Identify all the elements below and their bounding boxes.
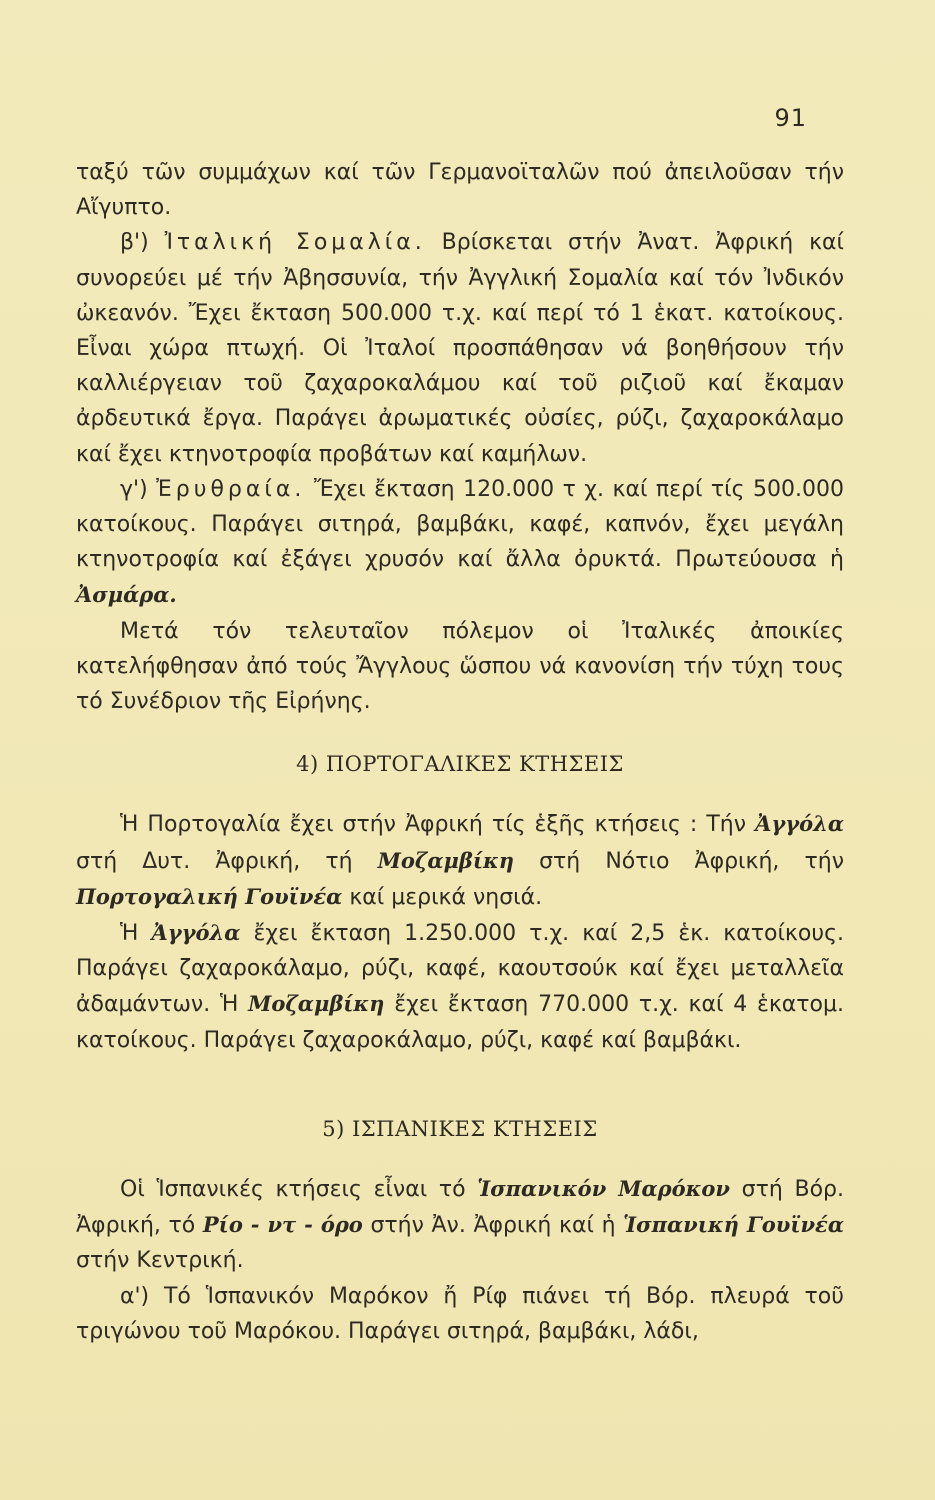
page-number: 91	[774, 104, 807, 132]
paragraph-text: στή Βόρ. Ἀφρική, τό	[76, 1177, 844, 1239]
paragraph-egypt-end: ταξύ τῶν συμμάχων καί τῶν Γερμανοϊταλῶν πού ἀπειλοῦσαν τήν Αἴγυπτο.	[76, 160, 844, 221]
place-portuguese-guinea: Πορτογαλική Γουϊνέα	[76, 883, 343, 909]
paragraph-text: Ἔχει ἔκταση 120.000 τ χ. καί περί τίς 500.000 κατοίκους. Παράγει σιτηρά, βαμβάκι, καφέ, καπνόν, ἔχει μεγάλη κτηνοτροφία καί ἐξάγει χρυσόν καί ἄλλα ὀρυκτά. Πρωτεύουσα ἡ	[76, 476, 844, 573]
paragraph-spanish-morocco: α') Τό Ἱσπανικόν Μαρόκον ἤ Ρίφ πιάνει τή Βόρ. πλευρά τοῦ τριγώνου τοῦ Μαρόκου. Παράγει σιτηρά, βαμβάκι, λάδι,	[76, 1283, 844, 1344]
place-spanish-morocco: Ἱσπανικόν Μαρόκον	[477, 1176, 730, 1202]
paragraph-text: ἔχει ἔκταση 1.250.000 τ.χ. καί 2,5 ἑκ. κατοίκους. Παράγει ζαχαροκάλαμο, ρύζι, καφέ, καουτσούκ καί ἔχει μεταλλεῖα ἀδαμάντων. Ἡ	[76, 921, 844, 1018]
capital-asmara: Ἀσμάρα.	[76, 582, 177, 608]
body-text	[76, 155, 844, 1349]
subheading-eritrea: Ἐρυθραία.	[156, 476, 306, 502]
item-label-c: γ')	[120, 476, 157, 502]
paragraph-text: καί μερικά νησιά.	[342, 884, 543, 910]
place-rio-de-oro: Ρίο - ντ - όρο	[202, 1212, 363, 1238]
paragraph-text: στή Δυτ. Ἀφρική, τή	[76, 848, 378, 874]
paragraph-italian-somalia	[76, 225, 844, 471]
paragraph-spanish-possessions	[76, 1171, 844, 1279]
place-spanish-guinea: Ἱσπανική Γουϊνέα	[623, 1212, 844, 1238]
paragraph-text: Βρίσκεται στήν Ἀνατ. Ἀφρική καί συνορεύει μέ τήν Ἀβησσυνία, τήν Ἀγγλική Σομαλία καί τόν Ἰνδικόν ὠκεανόν. Ἔχει ἔκταση 500.000 τ.χ. καί περί τό 1 ἑκατ. κατοίκους. Εἶναι χώρα πτωχή. Οἱ Ἰταλοί προσπάθησαν νά βοηθήσουν τήν καλλιέργειαν τοῦ ζαχαροκαλάμου καί τοῦ ριζιοῦ καί ἔκαμαν ἀρδευτικά ἔργα. Παράγει ἀρωματικές οὐσίες, ρύζι, ζαχαροκάλαμο καί ἔχει κτηνοτροφία προβάτων καί καμήλων.	[76, 230, 844, 467]
paragraph-text: Ἡ	[120, 921, 152, 947]
paragraph-text: Ἡ Πορτογαλία ἔχει στήν Ἀφρική τίς ἑξῆς κτήσεις : Τήν	[120, 812, 756, 838]
item-label-b: β')	[120, 230, 165, 256]
paragraph-text: Οἱ Ἱσπανικές κτήσεις εἶναι τό	[120, 1177, 478, 1203]
paragraph-eritrea	[76, 472, 844, 614]
section-heading-portuguese: 4) ΠΟΡΤΟΓΑΛΙΚΕΣ ΚΤΗΣΕΙΣ	[296, 752, 624, 777]
paragraph-angola-mozambique	[76, 915, 844, 1058]
place-mozambique: Μοζαμβίκη	[248, 991, 385, 1017]
paragraph-portuguese-possessions	[76, 806, 844, 915]
place-mozambique: Μοζαμβίκη	[377, 847, 514, 873]
place-angola: Ἀγγόλα	[151, 920, 241, 946]
subheading-italian-somalia: Ἰταλική Σομαλία.	[164, 230, 426, 256]
place-angola: Ἀγγόλα	[755, 811, 844, 837]
paragraph-text: στή Νότιο Ἀφρική, τήν	[514, 848, 844, 874]
section-heading-spanish: 5) ΙΣΠΑΝΙΚΕΣ ΚΤΗΣΕΙΣ	[322, 1116, 598, 1141]
paragraph-text: στήν Ἀν. Ἀφρική καί ἡ	[362, 1213, 624, 1239]
paragraph-postwar: Μετά τόν τελευταῖον πόλεμον οἱ Ἰταλικές ἀποικίες κατελήφθησαν ἀπό τούς Ἄγγλους ὥσπου νά κανονίση τήν τύχη τους τό Συνέδριον τῆς Εἰρήνης.	[76, 618, 844, 715]
paragraph-text: στήν Κεντρική.	[76, 1248, 244, 1274]
paragraph-text: ἔχει ἔκταση 770.000 τ.χ. καί 4 ἑκατομ. κατοίκους. Παράγει ζαχαροκάλαμο, ρύζι, καφέ καί βαμβάκι.	[76, 992, 844, 1053]
